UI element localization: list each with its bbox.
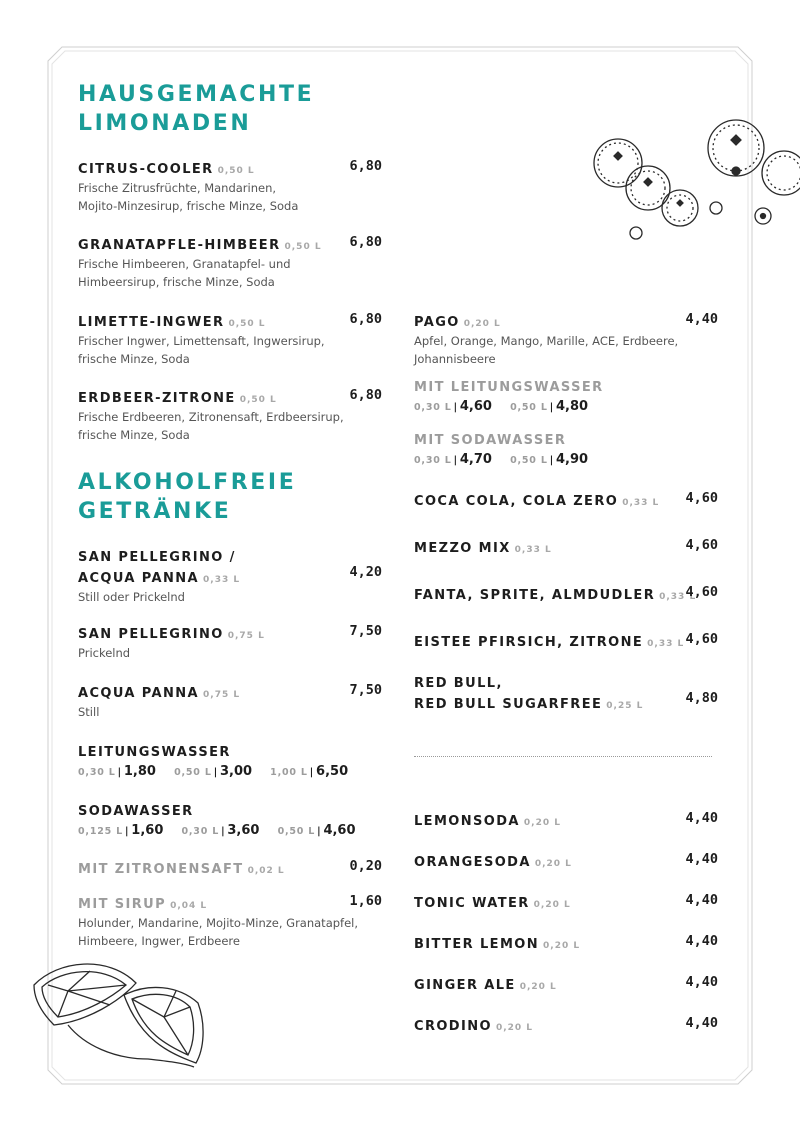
item-name: LEMONSODA [414,814,520,829]
item-description: Frische Himbeeren, Granatapfel- und Himbeersirup, frische Minze, Soda [78,257,291,289]
item-price: 4,40 [685,892,718,908]
size-prices: 0,30 L | 4,60 0,50 L | 4,80 [414,399,589,414]
item-volume: 0,33 L [622,498,660,508]
item-price: 4,40 [685,933,718,949]
section-title-alkoholfreie: ALKOHOLFREIE GETRÄNKE [78,470,297,524]
item-volume: 0,20 L [523,818,561,828]
item-price: 4,40 [685,810,718,826]
section-title-limonaden: HAUSGEMACHTE LIMONADEN [78,82,315,136]
item-description: Apfel, Orange, Mango, Marille, ACE, Erdbeere, Johannisbeere [414,334,679,366]
menu-item-limette-ingwer [78,311,382,368]
menu-item-coca-cola [414,490,718,511]
item-price: 7,50 [349,623,382,639]
item-name: MIT ZITRONENSAFT [78,862,244,877]
menu-item-mit-leitungswasser [414,376,718,418]
menu-item-mit-sodawasser [414,429,718,471]
item-volume: 0,50 L [284,242,322,252]
menu-item-eistee [414,631,718,652]
menu-item-citrus-cooler [78,158,382,215]
menu-item-fanta-sprite-almdudler [414,584,718,605]
item-description: Frische Zitrusfrüchte, Mandarinen, Mojito-Minzesirup, frische Minze, Soda [78,181,299,213]
item-price: 6,80 [349,234,382,250]
menu-item-red-bull [414,672,718,714]
item-price: 6,80 [349,158,382,174]
item-volume: 0,50 L [228,319,266,329]
menu-item-sodawasser [78,800,382,842]
item-volume: 0,33 L [647,639,685,649]
item-price: 4,40 [685,311,718,327]
item-volume: 0,50 L [239,395,277,405]
menu-item-ginger-ale [414,974,718,995]
item-name: MIT SIRUP [78,897,167,912]
item-volume: 0,20 L [543,941,581,951]
item-volume: 0,20 L [463,319,501,329]
item-price: 0,20 [349,858,382,874]
item-volume: 0,50 L [217,166,255,176]
menu-item-crodino [414,1015,718,1036]
menu-item-acqua-panna [78,682,382,721]
item-name: LEITUNGSWASSER [78,745,231,760]
citrus-slices-illustration [28,955,218,1075]
item-name: COCA COLA, COLA ZERO [414,494,619,509]
item-name: ORANGESODA [414,855,531,870]
item-price: 6,80 [349,387,382,403]
menu-item-pago [414,311,718,368]
menu-item-tonic-water [414,892,718,913]
menu-item-bitter-lemon [414,933,718,954]
item-volume: 0,20 L [534,859,572,869]
item-name: RED BULL, [414,676,503,691]
item-name: SAN PELLEGRINO / [78,550,236,565]
item-price: 7,50 [349,682,382,698]
item-name: SODAWASSER [78,804,194,819]
item-volume: 0,75 L [227,631,265,641]
item-name: CITRUS-COOLER [78,162,214,177]
menu-item-san-pellegrino [78,623,382,662]
item-name: MIT LEITUNGSWASSER [414,380,604,395]
item-name: LIMETTE-INGWER [78,315,225,330]
item-volume: 0,20 L [519,982,557,992]
item-price: 1,60 [349,893,382,909]
item-name: BITTER LEMON [414,937,540,952]
item-name-line2: RED BULL SUGARFREE [414,697,603,712]
item-volume: 0,33 L [659,592,697,602]
item-price: 4,60 [685,490,718,506]
item-price: 4,80 [685,690,718,706]
size-prices: 0,125 L | 1,60 0,30 L | 3,60 0,50 L | 4,60 [78,823,356,838]
item-description: Holunder, Mandarine, Mojito-Minze, Granatapfel, Himbeere, Ingwer, Erdbeere [78,916,359,948]
item-volume: 0,02 L [247,866,285,876]
item-name: GINGER ALE [414,978,516,993]
item-volume: 0,33 L [514,545,552,555]
item-name: ERDBEER-ZITRONE [78,391,236,406]
section-alkoholfreie [78,468,296,526]
size-prices: 0,30 L | 1,80 0,50 L | 3,00 1,00 L | 6,50 [78,764,349,779]
item-volume: 0,33 L [203,575,241,585]
item-description: Prickelnd [78,646,131,660]
menu-item-granatapfle-himbeer [78,234,382,291]
menu-item-san-pellegrino-acqua-panna [78,546,382,606]
item-volume: 0,75 L [203,690,241,700]
item-description: Still [78,705,100,719]
item-name-line2: ACQUA PANNA [78,571,200,586]
menu-item-lemonsoda [414,810,718,831]
item-price: 6,80 [349,311,382,327]
item-name: MEZZO MIX [414,541,511,556]
menu-item-mit-zitronensaft [78,858,382,879]
menu-item-erdbeer-zitrone [78,387,382,444]
item-description: Still oder Prickelnd [78,590,185,604]
section-limonaden [78,80,314,138]
item-name: PAGO [414,315,460,330]
item-price: 4,40 [685,1015,718,1031]
menu-item-orangesoda [414,851,718,872]
item-name: SAN PELLEGRINO [78,627,224,642]
item-name: TONIC WATER [414,896,530,911]
dotted-divider [414,756,712,757]
item-description: Frischer Ingwer, Limettensaft, Ingwersirup, frische Minze, Soda [78,334,325,366]
item-price: 4,40 [685,974,718,990]
item-name: MIT SODAWASSER [414,433,567,448]
menu-item-leitungswasser [78,741,382,783]
item-volume: 0,25 L [606,701,644,711]
item-name: CRODINO [414,1019,492,1034]
item-name: FANTA, SPRITE, ALMDUDLER [414,588,656,603]
item-price: 4,20 [349,564,382,580]
item-price: 4,60 [685,631,718,647]
item-name: ACQUA PANNA [78,686,200,701]
item-volume: 0,20 L [495,1023,534,1033]
item-description: Frische Erdbeeren, Zitronensaft, Erdbeersirup, frische Minze, Soda [78,410,344,442]
menu-item-mit-sirup [78,893,382,950]
item-price: 4,60 [685,537,718,553]
item-price: 4,40 [685,851,718,867]
item-name: EISTEE PFIRSICH, ZITRONE [414,635,644,650]
item-name: GRANATAPFLE-HIMBEER [78,238,281,253]
size-prices: 0,30 L | 4,70 0,50 L | 4,90 [414,452,589,467]
item-volume: 0,04 L [170,901,208,911]
menu-item-mezzo-mix [414,537,718,558]
item-volume: 0,20 L [533,900,571,910]
item-price: 4,60 [685,584,718,600]
blueberries-illustration [588,118,800,248]
